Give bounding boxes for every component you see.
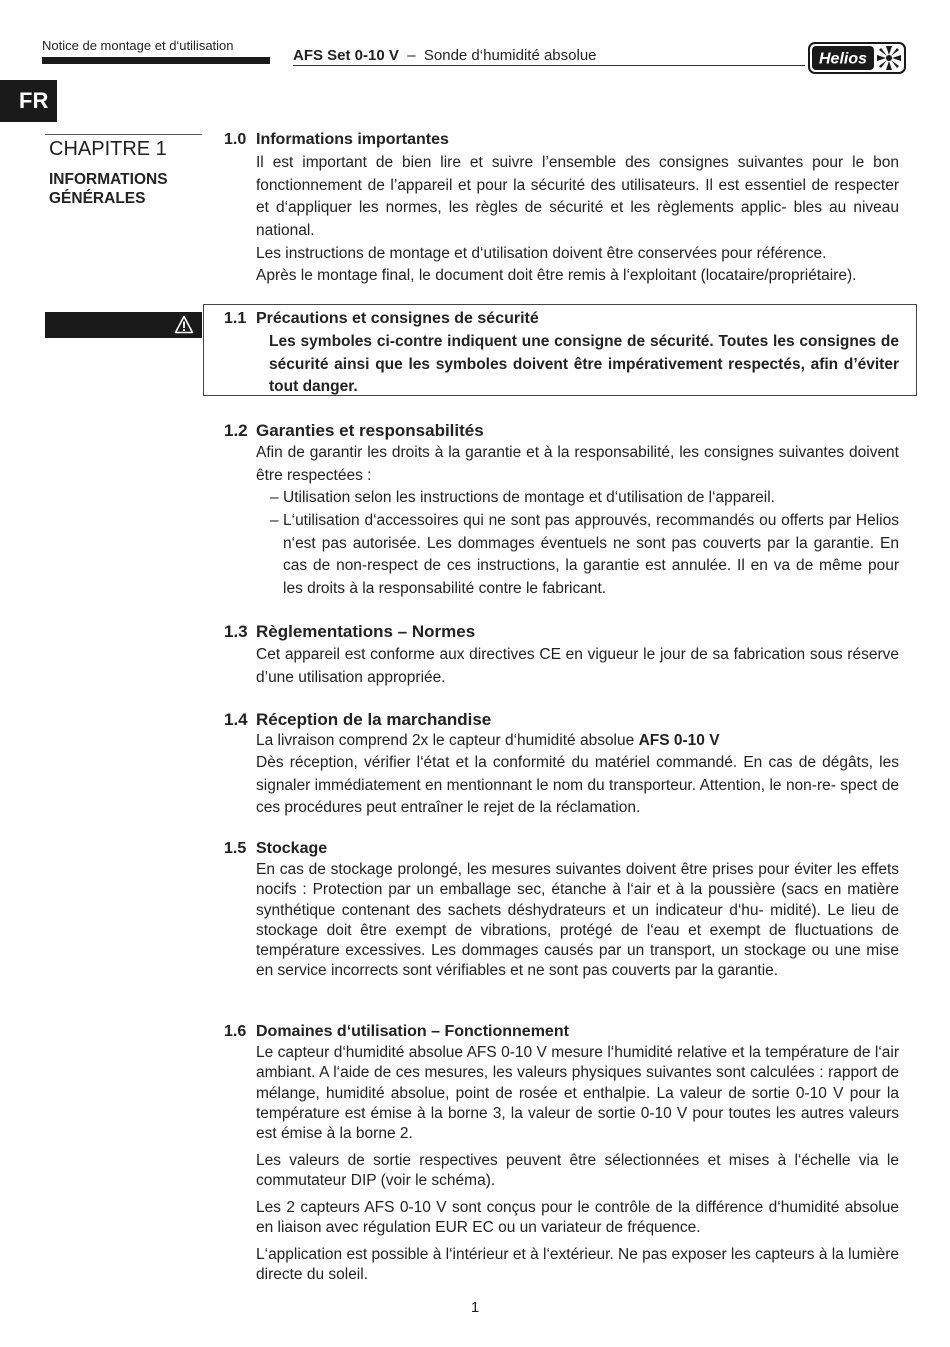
svg-text:Helios: Helios <box>818 50 868 68</box>
section-1-6-body-4: L‘application est possible à l‘intérieur et à l‘extérieur. Ne pas exposer les capteurs à la lumière directe du soleil. <box>256 1246 899 1284</box>
section-title: Garanties et responsabilités <box>256 421 484 440</box>
section-1-4-body-text: La livraison comprend 2x le capteur d‘humidité absolue <box>256 732 639 749</box>
section-1-3-body: Cet appareil est conforme aux directives CE en vigueur le jour de sa fabrication sous réserve d’une utilisation appropriée. <box>256 646 899 686</box>
section-1-6-body-2: Les valeurs de sortie respectives peuvent être sélectionnées et mises à l‘échelle via le commutateur DIP (voir le schéma). <box>256 1152 899 1190</box>
section-title: Réception de la marchandise <box>256 710 492 729</box>
section-number: 1.4 <box>224 710 248 729</box>
section-1-1-heading <box>0 310 950 330</box>
section-1-6-body-3: Les 2 capteurs AFS 0-10 V sont conçus pour le contrôle de la différence d‘humidité absolue en liaison avec régulation EUR EC ou un variateur de fréquence. <box>256 1199 899 1237</box>
section-1-5-body: En cas de stockage prolongé, les mesures suivantes doivent être prises pour éviter les effets nocifs : Protection par un emballage sec, étanche à l‘air et à la poussière (sacs en matière synthétique contenant des sachets déshydrateurs et un indicateur d‘hu- midité). Le lieu de stockage doit être exempt de vibrations, protégé de l‘eau et exempt de fluctuations de température excessives. Les dommages causés par un transport, un stockage ou une mise en service incorrects sont vérifiables et ne sont pas couverts par la garantie. <box>256 861 899 980</box>
section-1-0-body-3: Après le montage final, le document doit être remis à l‘exploitant (locataire/propriétaire). <box>256 267 857 284</box>
section-1-3-heading <box>0 622 950 644</box>
section-title: Règlementations – Normes <box>256 622 476 641</box>
section-number: 1.2 <box>224 421 248 440</box>
list-item-text: Utilisation selon les instructions de montage et d‘utilisation de l‘appareil. <box>283 489 775 506</box>
chapter-subtitle-line2: GÉNÉRALES <box>49 190 146 207</box>
section-number: 1.3 <box>224 622 248 641</box>
chapter-title: CHAPITRE 1 <box>49 138 167 160</box>
header-bar <box>42 57 270 64</box>
page-number: 1 <box>470 1299 480 1316</box>
section-1-5-heading <box>0 840 950 860</box>
section-number: 1.6 <box>224 1023 247 1040</box>
section-1-0-body-2: Les instructions de montage et d‘utilisation doivent être conservées pour référence. <box>256 245 827 262</box>
section-title: Informations importantes <box>256 131 449 148</box>
header-rule <box>293 65 805 66</box>
helios-logo <box>808 42 906 74</box>
list-dash: – <box>270 489 279 506</box>
section-title: Stockage <box>256 840 328 857</box>
section-1-6-heading <box>0 1023 950 1043</box>
header-notice: Notice de montage et d‘utilisation <box>42 38 234 53</box>
language-tab: FR <box>0 80 57 122</box>
section-title: Domaines d‘utilisation – Fonctionnement <box>256 1023 569 1040</box>
chapter-subtitle <box>49 170 168 208</box>
section-number: 1.0 <box>224 131 247 148</box>
section-1-2-heading <box>0 421 950 443</box>
section-1-4-product: AFS 0-10 V <box>638 732 720 749</box>
section-1-4-body <box>256 730 899 753</box>
section-1-0-heading <box>0 131 950 151</box>
header-product-name: AFS Set 0-10 V <box>293 47 399 64</box>
section-title: Précautions et consignes de sécurité <box>256 310 539 327</box>
chapter-subtitle-line1: INFORMATIONS <box>49 171 168 188</box>
section-1-4-body-2: Dès réception, vérifier l‘état et la conformité du matériel commandé. En cas de dégâts, les signaler immédiatement en mentionnant le nom du transporteur. Attention, le non-re- spect de ces procédures peut entraîner le rejet de la réclamation. <box>256 754 899 817</box>
header-product-title <box>293 47 597 64</box>
header-product-desc: – Sonde d‘humidité absolue <box>398 47 597 64</box>
section-1-6-body: Le capteur d‘humidité absolue AFS 0-10 V mesure l‘humidité relative et la température de l‘air ambiant. A l‘aide de ces mesures, les valeurs physiques suivantes sont calculées : rapport de mélange, humidité absolue, point de rosée et enthalpie. La valeur de sortie 0-10 V pour la température est émise à la borne 3, la valeur de sortie 0-10 V pour toutes les autres valeurs est émise à la borne 2. <box>256 1044 899 1143</box>
list-dash: – <box>270 512 279 529</box>
list-item <box>270 487 899 510</box>
section-number: 1.5 <box>224 840 247 857</box>
section-1-2-body: Afin de garantir les droits à la garantie et à la responsabilité, les consignes suivantes doivent être respectées : <box>256 444 899 484</box>
list-item <box>270 510 899 600</box>
section-1-4-heading <box>0 710 950 732</box>
section-1-1-body: Les symboles ci-contre indiquent une consigne de sécurité. Toutes les consignes de sécurité ainsi que les symboles doivent être impérativement respectés, afin d’éviter tout danger. <box>269 333 899 396</box>
section-number: 1.1 <box>224 310 247 327</box>
section-1-0-body: Il est important de bien lire et suivre l’ensemble des consignes suivantes pour le bon fonctionnement de l’appareil et pour la sécurité des utilisateurs. Il est essentiel de respecter et d‘appliquer les normes, les règles de sécurité et les règlements applic- bles au niveau national. <box>256 154 899 239</box>
list-item-text: L‘utilisation d‘accessoires qui ne sont pas approuvés, recommandés ou offerts par Helios n‘est pas autorisée. Les dommages éventuels ne sont pas couverts par la garantie. En cas de non-respect de ces instructions, la garantie est annulée. Il en va de même pour les droits à la responsabilité contre le fabricant. <box>283 512 899 597</box>
